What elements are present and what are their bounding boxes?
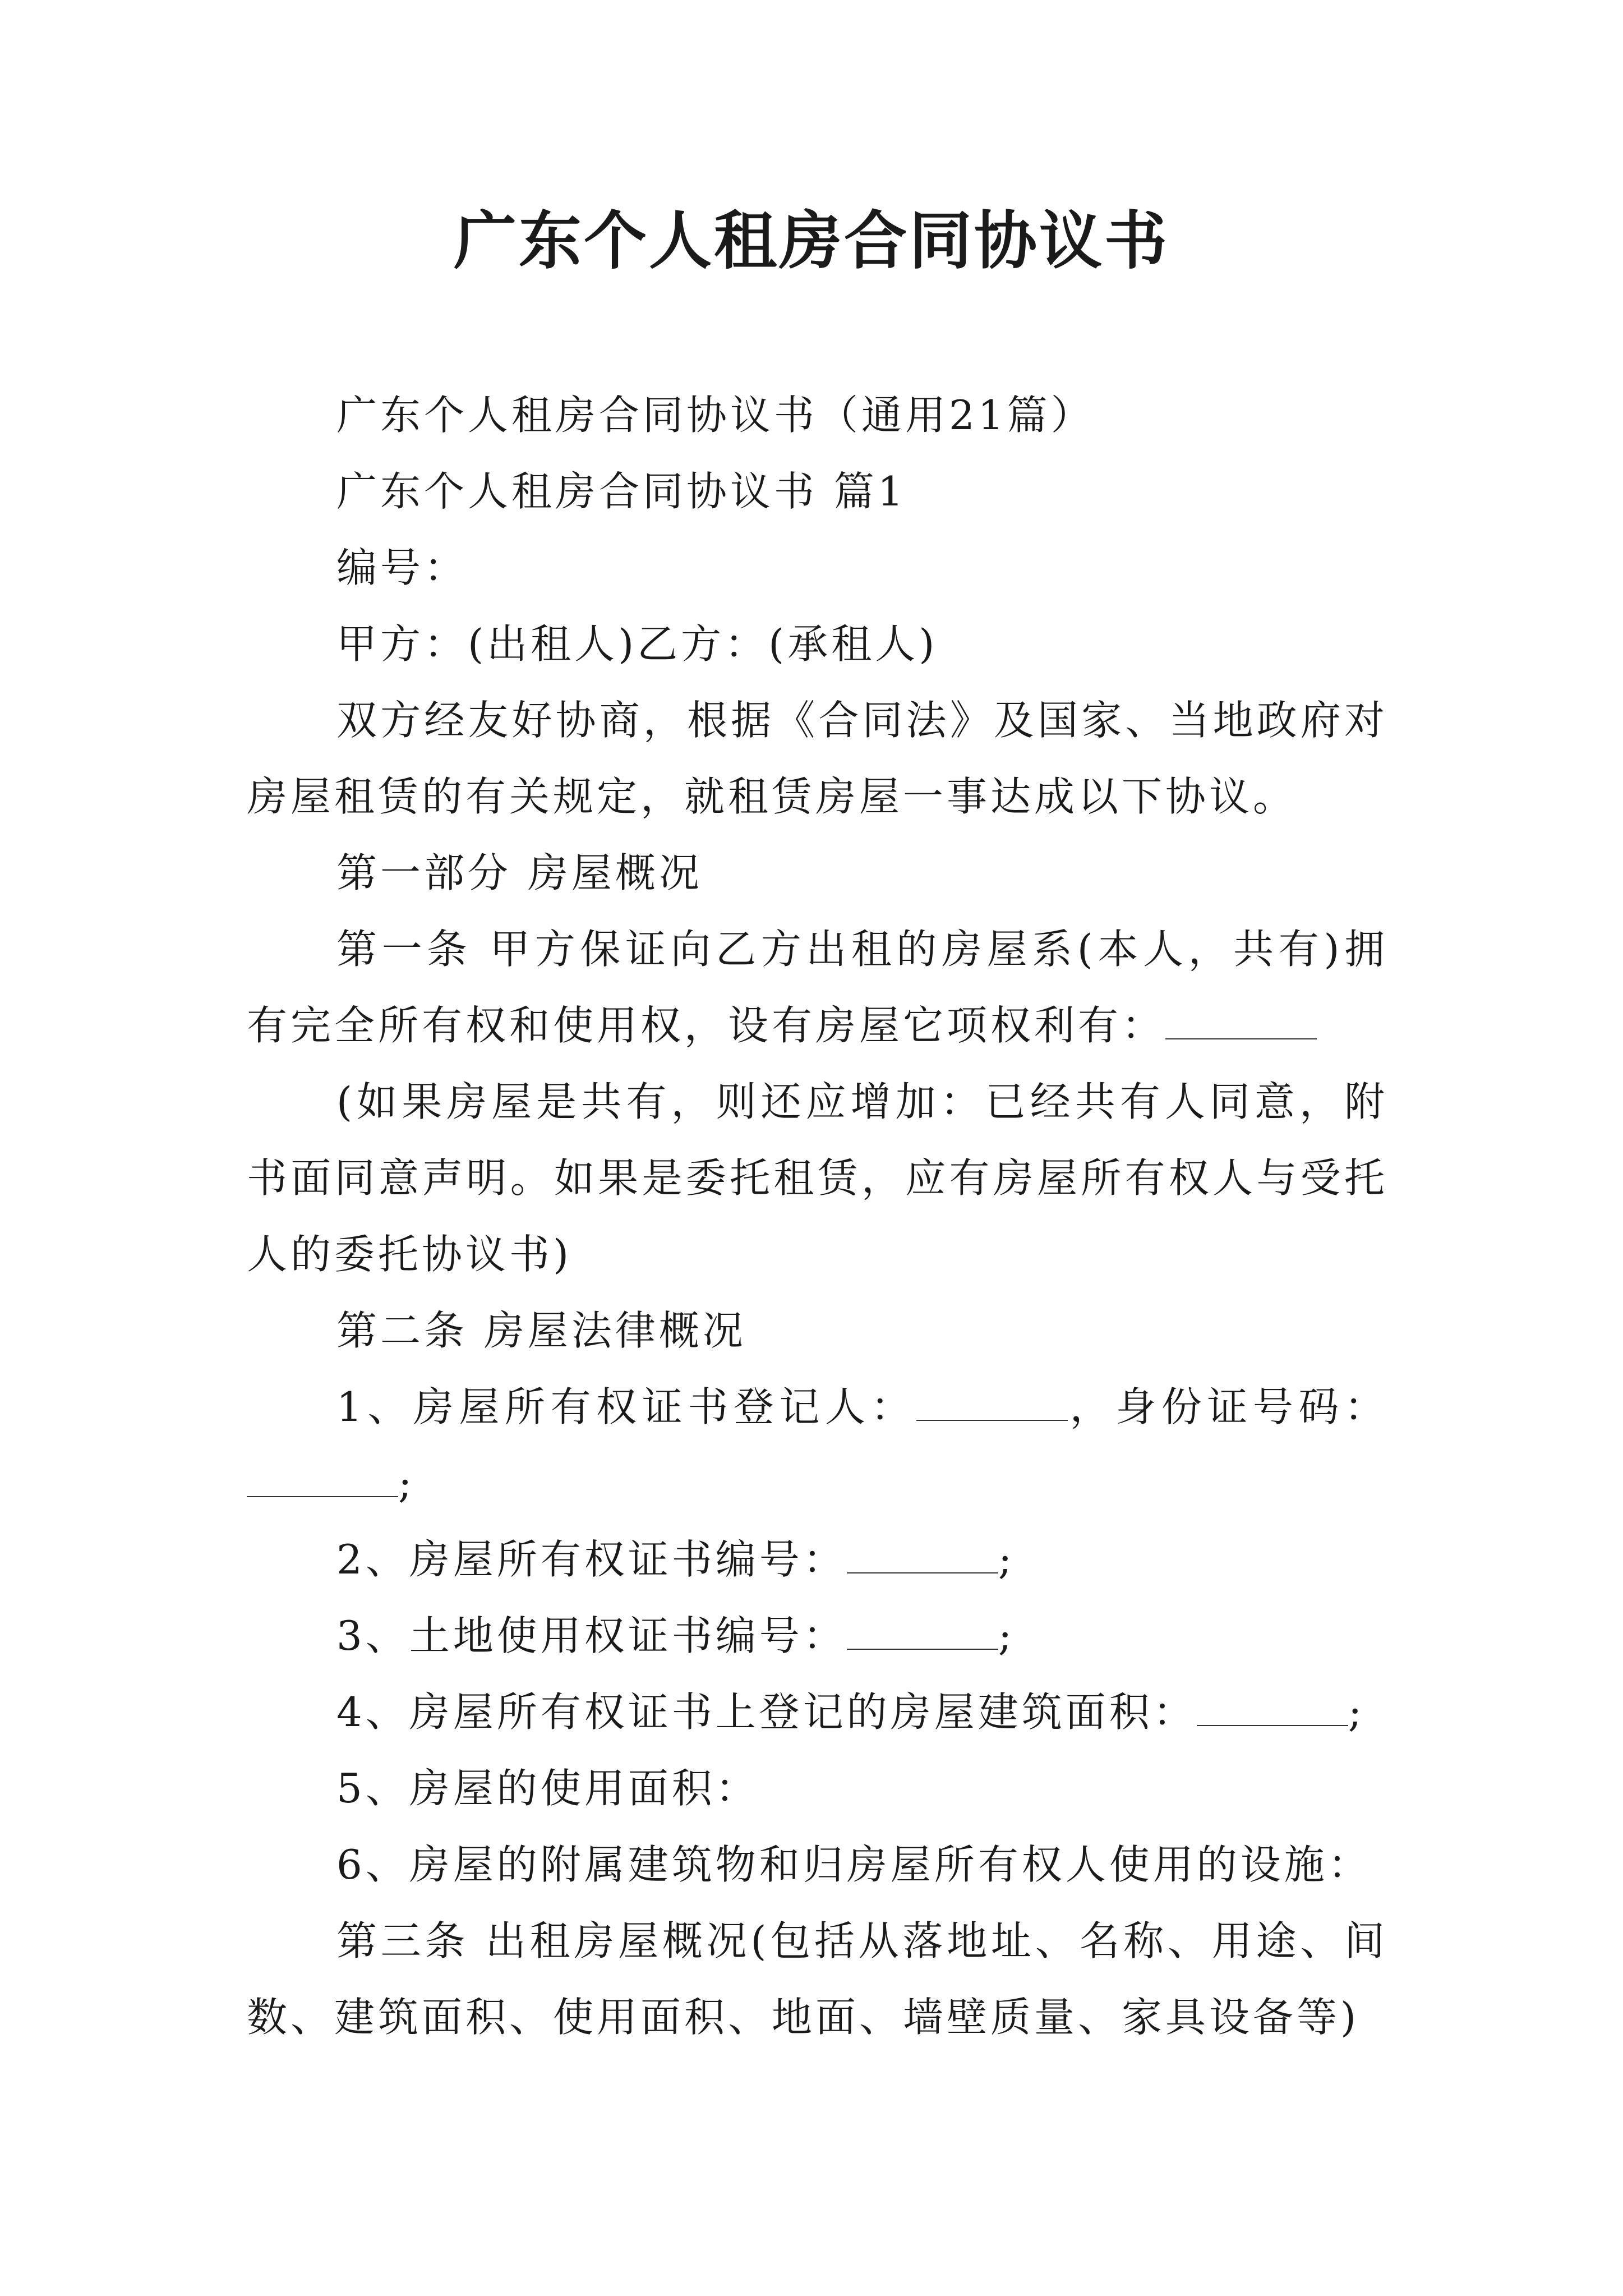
- paragraph-text: 甲方：(出租人)乙方：(承租人): [336, 620, 938, 668]
- paragraph-text: (如果房屋是共有，则还应增加：已经共有人同意，附书面同意声明。如果是委托租赁，应有房屋所有权人与受托人的委托协议书): [247, 1078, 1388, 1278]
- paragraph-text: ，身份证号码：: [1068, 1383, 1388, 1430]
- paragraph-text: 6、房屋的附属建筑物和归房屋所有权人使用的设施：: [336, 1841, 1372, 1888]
- paragraph-part-one-heading: [247, 835, 1388, 911]
- paragraph-text: 5、房屋的使用面积：: [336, 1765, 759, 1812]
- fill-in-blank: [1165, 1002, 1317, 1039]
- paragraph-text: ;: [1348, 1688, 1366, 1736]
- paragraph-parties: [247, 606, 1388, 682]
- paragraph-text: ;: [998, 1536, 1016, 1583]
- paragraph-text: 4、房屋所有权证书上登记的房屋建筑面积：: [336, 1688, 1197, 1736]
- paragraph-text: 编号：: [336, 544, 468, 591]
- document-title: 广东个人租房合同协议书: [454, 204, 1169, 278]
- fill-in-blank: [1197, 1688, 1348, 1726]
- paragraph-article-two-heading: [247, 1292, 1388, 1369]
- paragraph-item-5: [247, 1750, 1388, 1826]
- paragraph-article-one-note: [247, 1064, 1388, 1292]
- document-body: [247, 377, 1388, 2055]
- paragraph-text: ;: [998, 1612, 1016, 1659]
- paragraph-text: 第三条 出租房屋概况(包括从落地址、名称、用途、间数、建筑面积、使用面积、地面、墙壁质量、家具设备等): [247, 1917, 1388, 2041]
- paragraph-text: 1、房屋所有权证书登记人：: [336, 1383, 917, 1430]
- paragraph-contract-number: [247, 530, 1388, 606]
- paragraph-text: 广东个人租房合同协议书 篇1: [336, 468, 907, 515]
- paragraph-item-1: [247, 1369, 1388, 1521]
- paragraph-text: 3、土地使用权证书编号：: [336, 1612, 847, 1659]
- paragraph-text: 第一条 甲方保证向乙方出租的房屋系(本人，共有)拥有完全所有权和使用权，设有房屋它项权利有：: [247, 926, 1388, 1049]
- paragraph-article-one: [247, 911, 1388, 1064]
- paragraph-subtitle: [247, 377, 1388, 453]
- paragraph-text: 第一部分 房屋概况: [336, 849, 703, 896]
- paragraph-article-three: [247, 1903, 1388, 2055]
- paragraph-section-heading: [247, 453, 1388, 530]
- paragraph-item-2: [247, 1521, 1388, 1598]
- paragraph-text: 双方经友好协商，根据《合同法》及国家、当地政府对房屋租赁的有关规定，就租赁房屋一事达成以下协议。: [247, 697, 1388, 820]
- paragraph-item-4: [247, 1674, 1388, 1750]
- paragraph-item-6: [247, 1826, 1388, 1903]
- fill-in-blank: [916, 1383, 1068, 1421]
- paragraph-text: ;: [398, 1460, 416, 1507]
- fill-in-blank: [247, 1460, 398, 1497]
- paragraph-item-3: [247, 1598, 1388, 1674]
- paragraph-text: 第二条 房屋法律概况: [336, 1307, 746, 1354]
- fill-in-blank: [847, 1536, 998, 1573]
- paragraph-text: 2、房屋所有权证书编号：: [336, 1536, 847, 1583]
- paragraph-text: 广东个人租房合同协议书（通用21篇）: [336, 392, 1095, 439]
- paragraph-preamble: [247, 682, 1388, 835]
- fill-in-blank: [847, 1612, 998, 1650]
